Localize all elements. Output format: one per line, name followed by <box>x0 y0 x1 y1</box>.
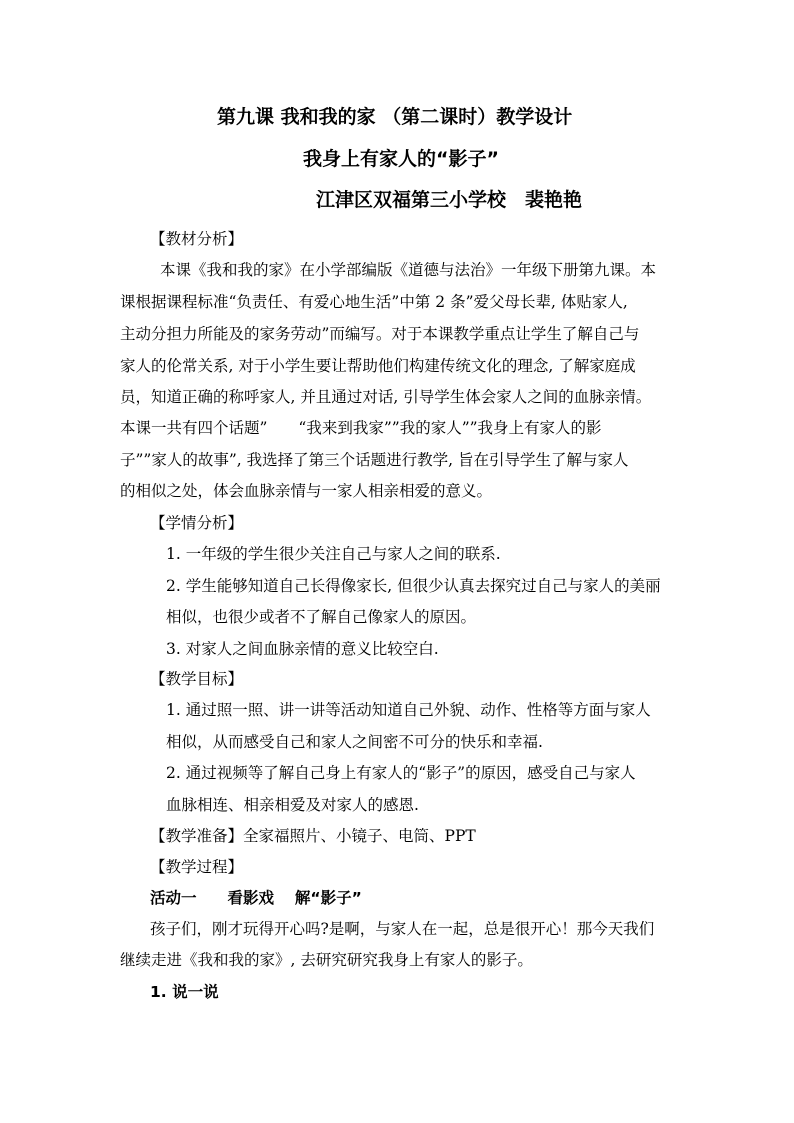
paragraph-line: 本课一共有四个话题” “我来到我家””我的家人””我身上有家人的影 <box>120 419 602 437</box>
prep-content: 全家福照片、小镜子、电筒、PPT <box>243 827 476 845</box>
list-item: 2. 学生能够知道自己长得像家长, 但很少认真去探究过自己与家人的美丽 <box>166 577 661 595</box>
paragraph-line: 课根据课程标准“负责任、有爱心地生活”中第 2 条”爱父母长辈, 体贴家人, <box>120 293 628 311</box>
list-item: 2. 通过视频等了解自己身上有家人的“影子”的原因，感受自己与家人 <box>166 764 636 782</box>
author-line: 江津区双福第三小学校 裴艳艳 <box>316 189 583 211</box>
paragraph-line: 孩子们，刚才玩得开心吗?是啊，与家人在一起，总是很开心！那今天我们 <box>150 920 655 938</box>
paragraph-line: 的相似之处，体会血脉亲情与一家人相亲相爱的意义。 <box>120 482 493 500</box>
list-item: 1. 通过照一照、讲一讲等活动知道自己外貌、动作、性格等方面与家人 <box>166 701 651 719</box>
section-heading-prep: 【教学准备】 <box>150 827 244 845</box>
list-item: 血脉相连、相亲相爱及对家人的感恩. <box>166 796 419 814</box>
paragraph-line: 继续走进《我和我的家》, 去研究研究我身上有家人的影子。 <box>120 951 533 969</box>
list-item: 相似，也很少或者不了解自己像家人的原因。 <box>166 608 477 626</box>
list-item: 3. 对家人之间血脉亲情的意义比较空白. <box>166 640 439 658</box>
paragraph-line: 家人的伦常关系, 对于小学生要让帮助他们构建传统文化的理念, 了解家庭成 <box>120 357 636 375</box>
paragraph-line: 主动分担力所能及的家务劳动”而编写。对于本课教学重点让学生了解自己与 <box>120 325 640 343</box>
paragraph-line: 员，知道正确的称呼家人, 并且通过对话, 引导学生体会家人之间的血脉亲情。 <box>120 388 652 406</box>
section-heading-process: 【教学过程】 <box>150 858 244 876</box>
section-heading-textbook: 【教材分析】 <box>150 230 244 248</box>
document-title: 第九课 我和我的家 （第二课时）教学设计 <box>217 106 573 128</box>
paragraph-line: 子””家人的故事”, 我选择了第三个话题进行教学, 旨在引导学生了解与家人 <box>120 451 629 469</box>
list-item: 相似，从而感受自己和家人之间密不可分的快乐和幸福. <box>166 733 543 751</box>
list-item: 1. 一年级的学生很少关注自己与家人之间的联系. <box>166 545 501 563</box>
section-heading-students: 【学情分析】 <box>150 514 244 532</box>
section-heading-goals: 【教学目标】 <box>150 670 244 688</box>
section-prep <box>150 826 476 846</box>
paragraph-line: 本课《我和我的家》在小学部编版《道德与法治》一年级下册第九课。本 <box>160 261 657 279</box>
subheading: 1. 说一说 <box>150 983 219 1001</box>
activity-title: 活动一 看影戏 解“影子” <box>150 889 362 907</box>
document-subtitle: 我身上有家人的“影子” <box>303 148 499 170</box>
